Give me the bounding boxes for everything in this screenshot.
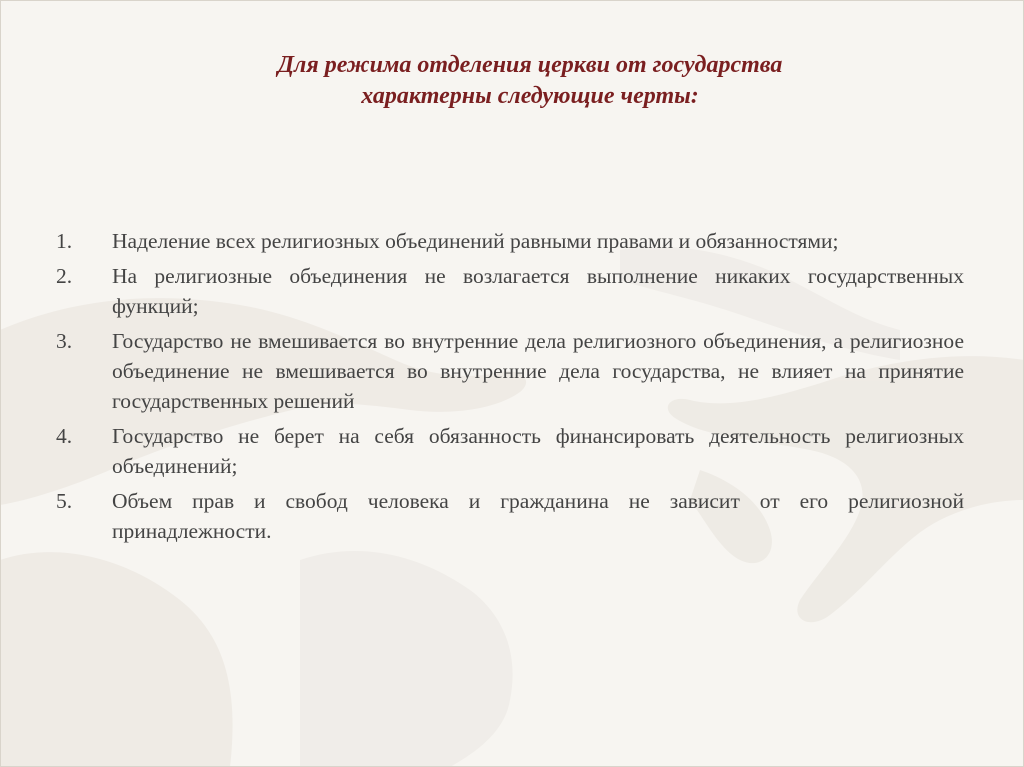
list-item-number: 1.	[56, 229, 73, 253]
title-line-1: Для режима отделения церкви от государства	[277, 52, 783, 78]
list-item	[56, 226, 964, 256]
list-item-number: 2.	[56, 264, 73, 288]
features-list	[56, 226, 964, 551]
list-item	[56, 421, 964, 481]
list-item	[56, 486, 964, 546]
list-item-text: Объем прав и свобод человека и гражданина не зависит от его религиозной принадлежности.	[112, 489, 964, 543]
list-item-text: Государство не вмешивается во внутренние дела религиозного объединения, а религиозное объединение не вмешивается во внутренние дела государства, не влияет на принятие государственных решений	[112, 329, 964, 413]
title-line-2: характерны следующие черты:	[361, 83, 699, 109]
list-item	[56, 261, 964, 321]
list-item-number: 4.	[56, 424, 73, 448]
list-item-number: 3.	[56, 329, 73, 353]
list-item-text: Государство не берет на себя обязанность финансировать деятельность религиозных объединений;	[112, 424, 964, 478]
slide-title	[150, 50, 910, 112]
list-item-number: 5.	[56, 489, 73, 513]
list-item	[56, 326, 964, 416]
list-item-text: Наделение всех религиозных объединений равными правами и обязанностями;	[112, 229, 839, 253]
list-item-text: На религиозные объединения не возлагается выполнение никаких государственных функций;	[112, 264, 964, 318]
